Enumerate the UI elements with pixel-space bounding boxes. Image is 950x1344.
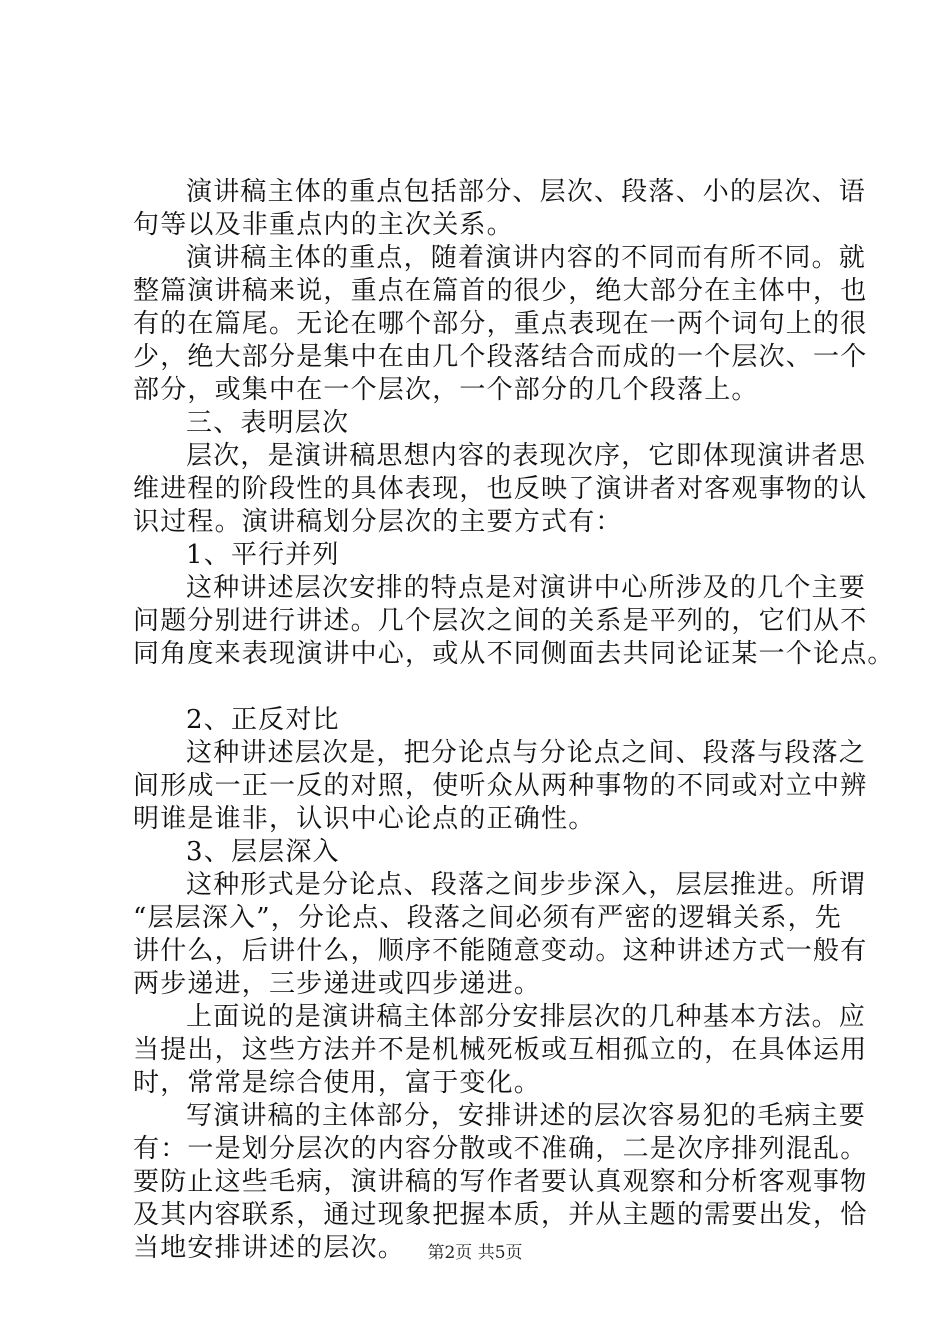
subsection-heading: 2、正反对比 (186, 705, 340, 735)
text-line: “层层深入”，分论点、段落之间必须有严密的逻辑关系，先 (133, 903, 842, 933)
text-line: 这种讲述层次安排的特点是对演讲中心所涉及的几个主要 (186, 573, 867, 603)
text-line: 有的在篇尾。无论在哪个部分，重点表现在一两个词句上的很 (133, 309, 868, 339)
text-line: 演讲稿主体的重点包括部分、层次、段落、小的层次、语 (186, 177, 867, 207)
text-line: 维进程的阶段性的具体表现，也反映了演讲者对客观事物的认 (133, 474, 868, 504)
text-line: 写演讲稿的主体部分，安排讲述的层次容易犯的毛病主要 (186, 1101, 867, 1131)
text-line: 上面说的是演讲稿主体部分安排层次的几种基本方法。应 (186, 1002, 867, 1032)
text-line: 有：一是划分层次的内容分散或不准确，二是次序排列混乱。 (133, 1134, 868, 1164)
text-line: 演讲稿主体的重点，随着演讲内容的不同而有所不同。就 (186, 243, 867, 273)
text-line: 明谁是谁非，认识中心论点的正确性。 (133, 804, 596, 834)
section-heading: 三、表明层次 (186, 408, 350, 438)
text-line: 当地安排讲述的层次。 (133, 1233, 406, 1263)
text-line: 识过程。演讲稿划分层次的主要方式有： (133, 507, 623, 537)
text-line: 要防止这些毛病，演讲稿的写作者要认真观察和分析客观事物 (133, 1167, 868, 1197)
text-line: 问题分别进行讲述。几个层次之间的关系是平列的，它们从不 (133, 606, 868, 636)
text-line: 间形成一正一反的对照，使听众从两种事物的不同或对立中辨 (133, 771, 868, 801)
text-line: 两步递进，三步递进或四步递进。 (133, 969, 542, 999)
text-line: 部分，或集中在一个层次，一个部分的几个段落上。 (133, 375, 759, 405)
blank-line (133, 671, 845, 704)
text-line: 这种形式是分论点、段落之间步步深入，层层推进。所谓 (186, 870, 867, 900)
text-line: 这种讲述层次是，把分论点与分论点之间、段落与段落之 (186, 738, 867, 768)
text-line: 少，绝大部分是集中在由几个段落结合而成的一个层次、一个 (133, 342, 868, 372)
text-line: 讲什么，后讲什么，顺序不能随意变动。这种讲述方式一般有 (133, 936, 868, 966)
text-line: 层次，是演讲稿思想内容的表现次序，它即体现演讲者思 (186, 441, 867, 471)
text-line: 当提出，这些方法并不是机械死板或互相孤立的，在具体运用 (133, 1035, 868, 1065)
text-line: 整篇演讲稿来说，重点在篇首的很少，绝大部分在主体中，也 (133, 276, 868, 306)
text-line: 及其内容联系，通过现象把握本质，并从主题的需要出发，恰 (133, 1200, 868, 1230)
text-line: 同角度来表现演讲中心，或从不同侧面去共同论证某一个论点。 (133, 639, 895, 669)
subsection-heading: 3、层层深入 (186, 837, 340, 867)
text-line: 句等以及非重点内的主次关系。 (133, 210, 514, 240)
document-body (133, 176, 895, 1265)
page-number-footer: 第2页 共5页 (427, 1243, 523, 1263)
subsection-heading: 1、平行并列 (186, 540, 340, 570)
text-line: 时，常常是综合使用，富于变化。 (133, 1068, 542, 1098)
